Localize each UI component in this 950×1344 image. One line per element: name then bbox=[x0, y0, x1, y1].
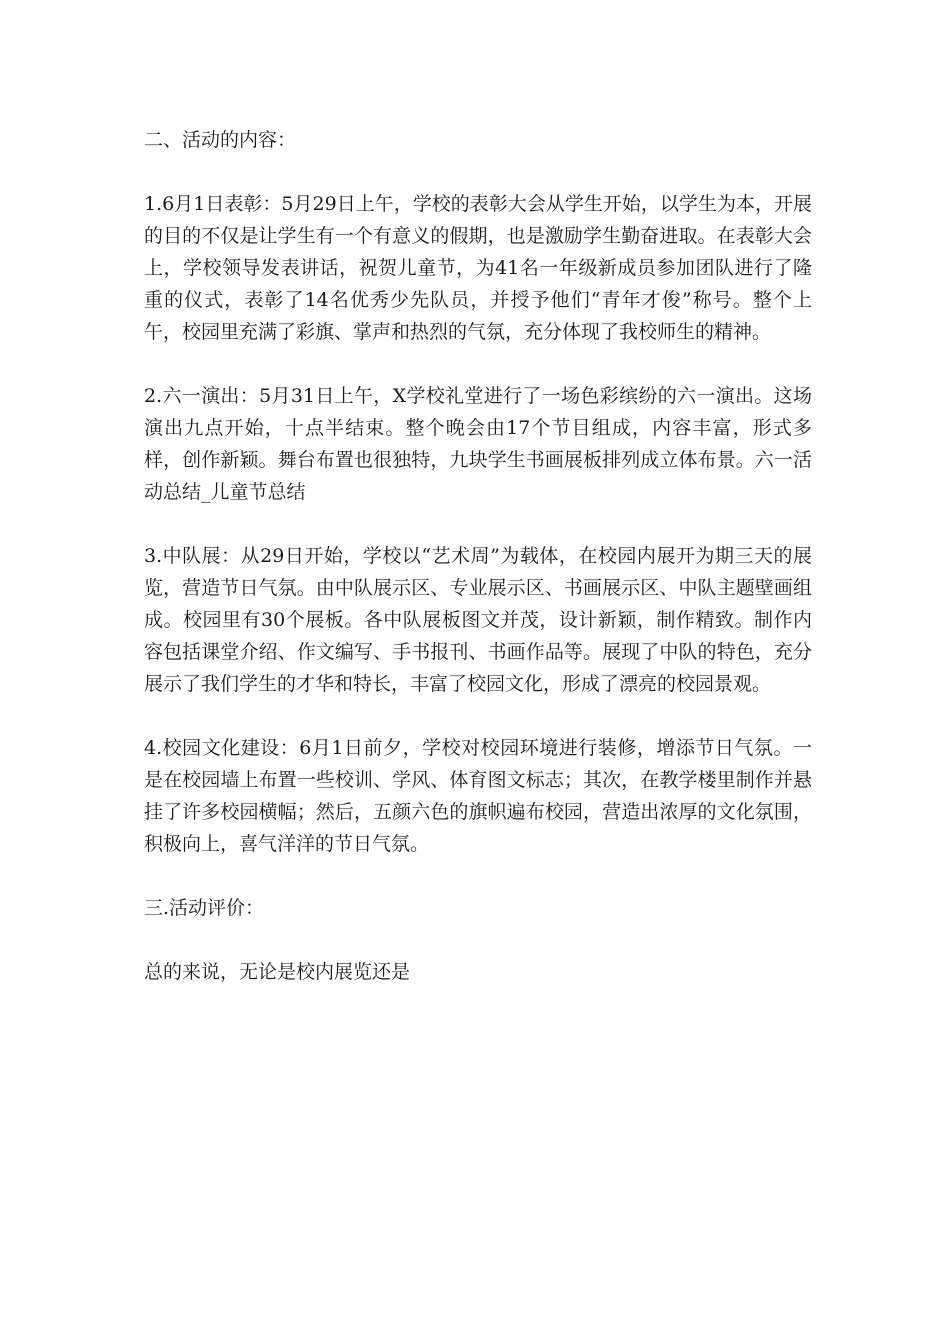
section-heading-activities: 二、活动的内容： bbox=[144, 129, 297, 151]
paragraph-summary: 总的来说，无论是校内展览还是 bbox=[144, 961, 411, 983]
document-body bbox=[144, 124, 812, 1020]
paragraph-campus-culture: 4.校园文化建设：6月1日前夕，学校对校园环境进行装修，增添节日气氛。一是在校园墙上布置一些校训、学风、体育图文标志；其次，在教学楼里制作并悬挂了许多校园横幅；然后，五颜六色的旗帜遍布校园，营造出浓厚的文化氛围，积极向上，喜气洋洋的节日气氛。 bbox=[144, 737, 812, 855]
section-heading-evaluation: 三.活动评价： bbox=[144, 897, 265, 919]
paragraph-commendation: 1.6月1日表彰：5月29日上午，学校的表彰大会从学生开始，以学生为本，开展的目的不仅是让学生有一个有意义的假期，也是激励学生勤奋进取。在表彰大会上，学校领导发表讲话，祝贺儿童节，为41名一年级新成员参加团队进行了隆重的仪式，表彰了14名优秀少先队员，并授予他们“青年才俊”称号。整个上午，校园里充满了彩旗、掌声和热烈的气氛，充分体现了我校师生的精神。 bbox=[144, 193, 812, 343]
paragraph-performance: 2.六一演出：5月31日上午，X学校礼堂进行了一场色彩缤纷的六一演出。这场演出九点开始，十点半结束。整个晚会由17个节目组成，内容丰富，形式多样，创作新颖。舞台布置也很独特，九块学生书画展板排列成立体布景。六一活动总结_儿童节总结 bbox=[144, 385, 812, 503]
paragraph-squadron-exhibition: 3.中队展：从29日开始，学校以“艺术周”为载体，在校园内展开为期三天的展览，营造节日气氛。由中队展示区、专业展示区、书画展示区、中队主题壁画组成。校园里有30个展板。各中队展板图文并茂，设计新颖，制作精致。制作内容包括课堂介绍、作文编写、手书报刊、书画作品等。展现了中队的特色，充分展示了我们学生的才华和特长，丰富了校园文化，形成了漂亮的校园景观。 bbox=[144, 545, 812, 695]
